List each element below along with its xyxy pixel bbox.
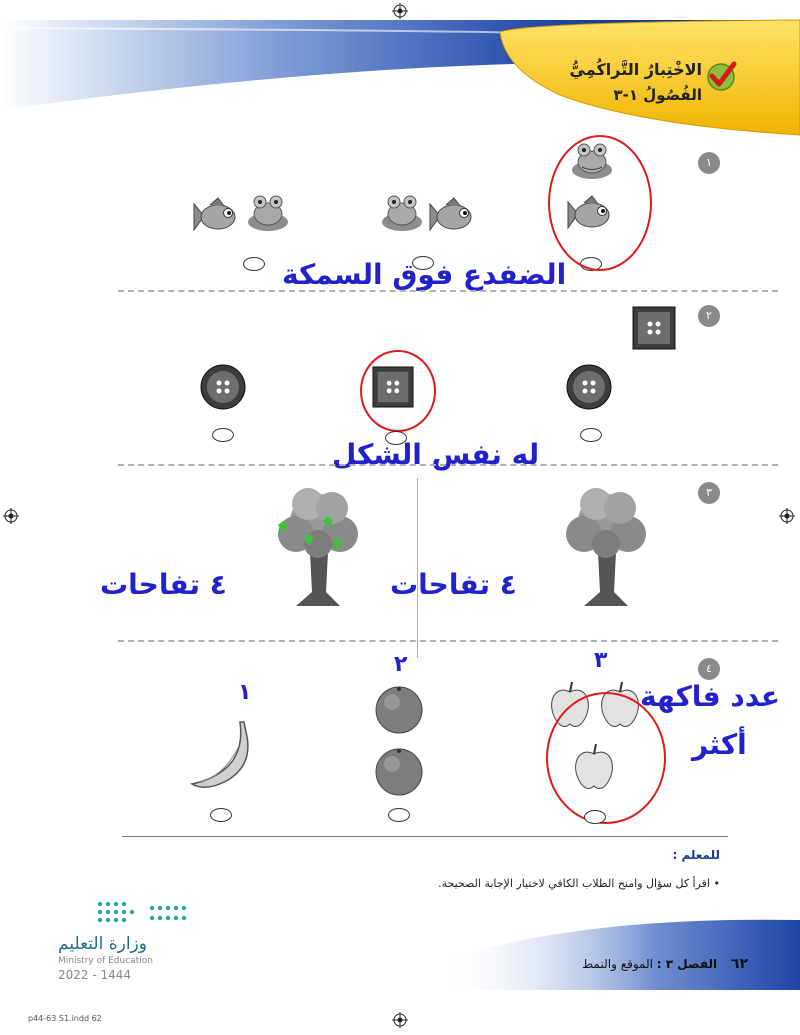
question-number-2: ٢ (698, 305, 720, 327)
question-number-3: ٣ (698, 482, 720, 504)
frog-icon (246, 192, 290, 238)
handwritten-answer-note: له نفس الشكل (332, 438, 540, 471)
footer-chapter (582, 956, 748, 972)
orange-icon (374, 746, 424, 800)
answer-option-radio[interactable] (243, 257, 265, 271)
fish-icon (428, 196, 476, 240)
round-button-icon (200, 364, 246, 414)
answer-option-radio[interactable] (580, 428, 602, 442)
handwritten-count-label: ٢ (394, 652, 408, 677)
answer-circle-annotation (360, 350, 436, 432)
frog-icon (380, 192, 424, 238)
answer-option-radio[interactable] (212, 428, 234, 442)
check-icon (704, 58, 738, 92)
handwritten-answer-note: الضفدع فوق السمكة (282, 258, 567, 291)
registration-mark-top (392, 3, 408, 19)
handwritten-answer-note: ٤ تفاحات (100, 568, 227, 601)
banana-icon (188, 718, 254, 794)
section-divider (118, 290, 778, 292)
chapter-title: الموقع والنمط (582, 957, 653, 971)
handwritten-answer-note: ٤ تفاحات (390, 568, 517, 601)
question-number-1: ١ (698, 152, 720, 174)
fish-icon (192, 196, 240, 240)
handwritten-answer-note: عدد فاكهة (640, 680, 781, 713)
answer-circle-annotation (546, 692, 666, 824)
handwritten-count-label: ١ (238, 680, 252, 705)
ministry-name-arabic: وزارة التعليم (58, 934, 147, 954)
answer-circle-annotation (548, 135, 652, 271)
orange-icon (374, 684, 424, 738)
ministry-year: 2022 - 1444 (58, 968, 132, 982)
file-name-slug: p44-63 S1.indd 62 (28, 1014, 102, 1023)
teacher-note-instruction (438, 877, 720, 890)
square-button-icon (632, 306, 676, 354)
ministry-name-english: Ministry of Education (58, 956, 153, 966)
tree-icon (556, 482, 656, 616)
round-button-icon (566, 364, 612, 414)
teacher-note-text: اقرأ كل سؤال وامنح الطلاب الكافي لاختيار الإجابة الصحيحة. (438, 877, 710, 890)
question-number-4: ٤ (698, 658, 720, 680)
section-divider (118, 464, 778, 466)
teacher-note-heading: للمعلم : (672, 848, 720, 862)
header-band (0, 0, 800, 150)
handwritten-count-label: ٣ (594, 648, 608, 673)
registration-mark-left (3, 508, 19, 524)
answer-option-radio[interactable] (388, 808, 410, 822)
page-number: ٦٢ (730, 956, 748, 972)
section-divider (118, 640, 778, 642)
page-title: الاخْتِبارُ التَّراكُمِيُّ (569, 60, 702, 79)
teacher-note-rule (122, 836, 728, 837)
bullet-icon: • (710, 877, 720, 890)
page-subtitle: الفُصُولُ ١-٣ (613, 86, 702, 104)
registration-mark-right (779, 508, 795, 524)
answer-option-radio[interactable] (210, 808, 232, 822)
chapter-label: الفصل ٣ : (656, 957, 718, 971)
answer-option-radio[interactable] (584, 810, 606, 824)
handwritten-answer-note: أكثر (692, 728, 747, 761)
tree-with-apples-icon (268, 480, 368, 616)
